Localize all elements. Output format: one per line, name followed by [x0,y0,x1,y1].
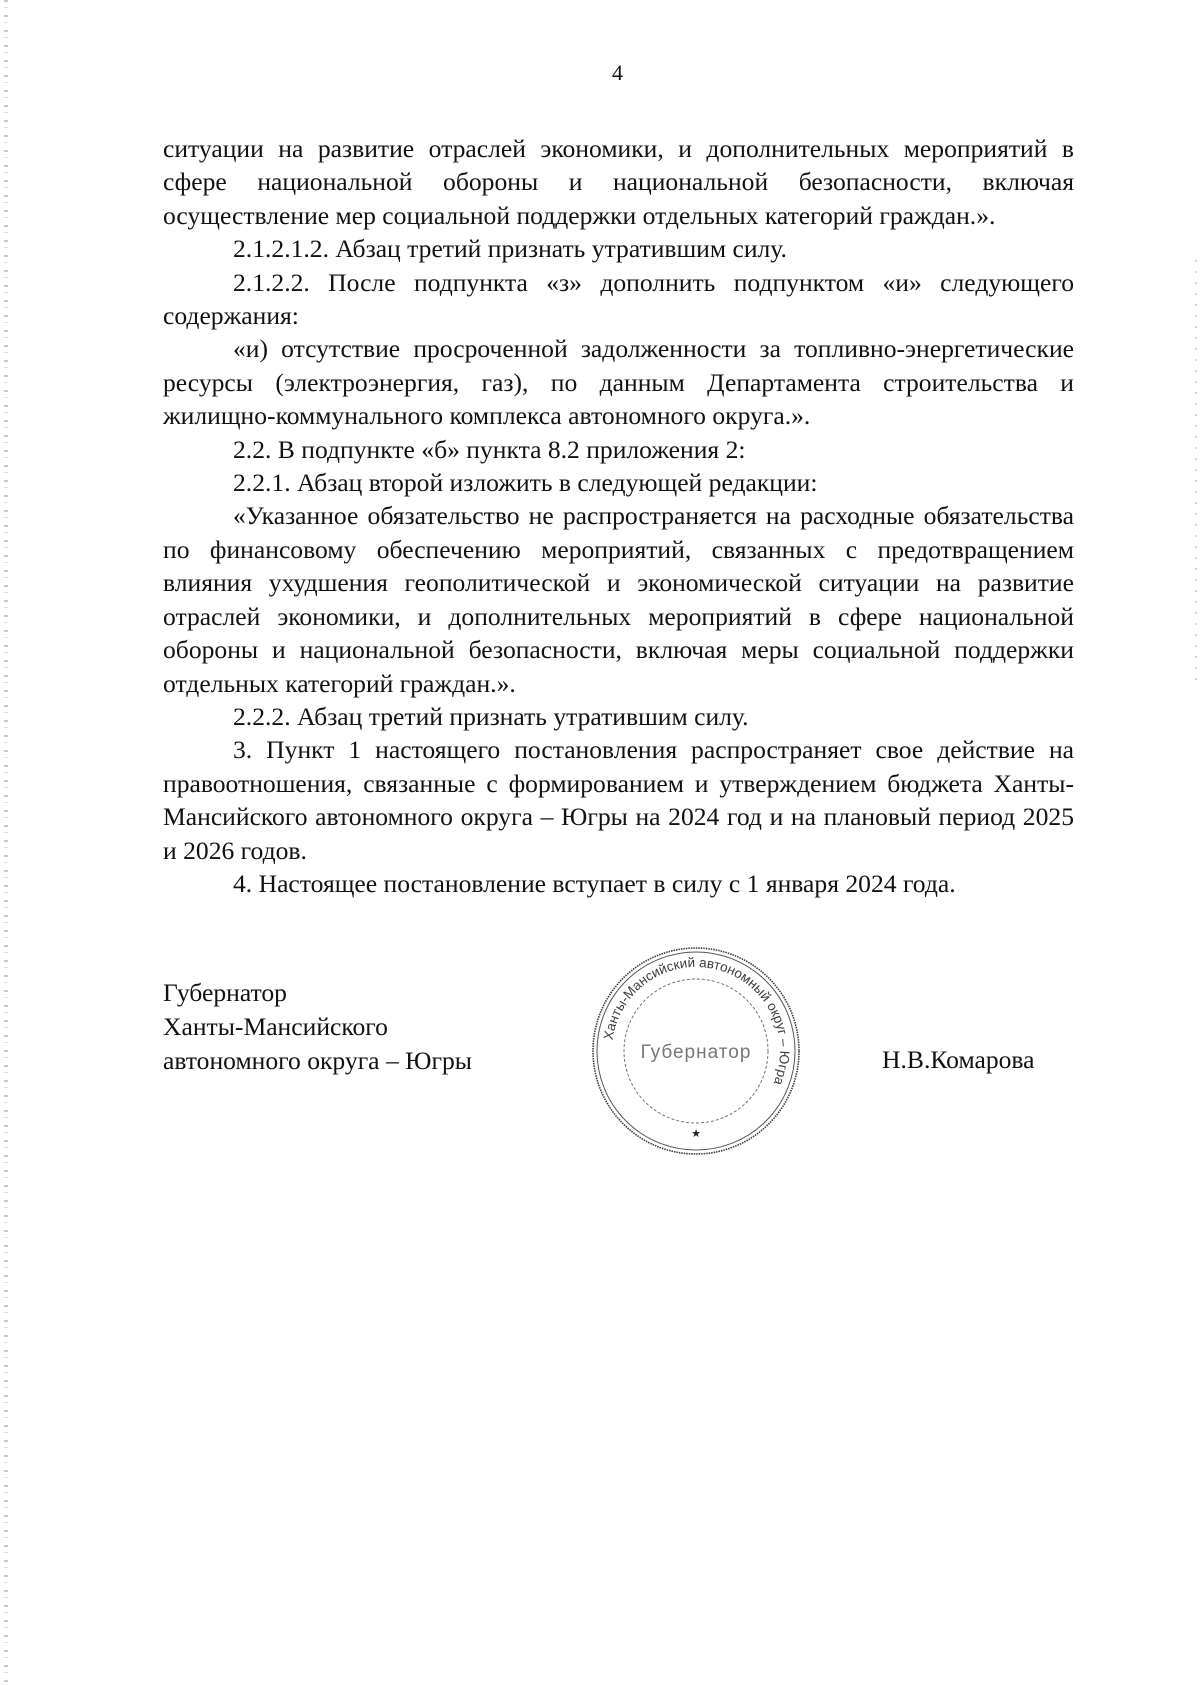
signatory-title [163,976,472,1078]
paragraph: 2.1.2.1.2. Абзац третий признать утратившим силу. [233,234,787,264]
paragraph: 2.2. В подпункте «б» пункта 8.2 приложения 2: [233,434,746,464]
paragraph: «Указанное обязательство не распространяется на расходные обязательства по финансовому обеспечению мероприятий, связанных с предотвращением влияния ухудшения геополитической и экономической ситуации на развитие отраслей экономики, и дополнительных мероприятий в сфере национальной обороны и национальной безопасности, включая меры социальной поддержки отдельных категорий граждан.». [163,501,1074,698]
page-number: 4 [612,60,623,85]
paragraph: «и) отсутствие просроченной задолженности за топливно-энергетические ресурсы (электроэнергия, газ), по данным Департамента строительства и жилищно-коммунального комплекса автономного округа.». [163,334,1074,431]
body-text [163,132,1074,900]
scan-edge-left [4,0,8,1686]
stamp-ring-text: Ханты-Мансийский автономный округ – Югра [600,954,793,1088]
signatory-name: Н.В.Комарова [882,1045,1035,1074]
official-stamp [590,945,802,1157]
paragraph: ситуации на развитие отраслей экономики, и дополнительных мероприятий в сфере национальной обороны и национальной безопасности, включая осуществление мер социальной поддержки отдельных категорий граждан.». [163,134,1074,230]
scan-edge-right [1195,260,1197,680]
paragraph: 3. Пункт 1 настоящего постановления распространяет свое действие на правоотношения, связанные с формированием и утверждением бюджета Ханты-Мансийского автономного округа – Югры на 2024 год и на плановый период 2025 и 2026 годов. [163,735,1074,865]
paragraph: 4. Настоящее постановление вступает в силу с 1 января 2024 года. [233,868,956,898]
stamp-center-text: Губернатор [640,1042,752,1063]
paragraph: 2.2.2. Абзац третий признать утратившим силу. [233,701,749,731]
paragraph: 2.2.1. Абзац второй изложить в следующей редакции: [233,468,818,498]
signatory-title-line: Ханты-Мансийского [163,1012,388,1041]
paragraph: 2.1.2.2. После подпункта «з» дополнить подпунктом «и» следующего содержания: [163,267,1074,331]
signatory-title-line: автономного округа – Югры [163,1046,472,1075]
stamp-star-icon: ★ [691,1127,701,1140]
signatory-title-line: Губернатор [163,978,287,1007]
